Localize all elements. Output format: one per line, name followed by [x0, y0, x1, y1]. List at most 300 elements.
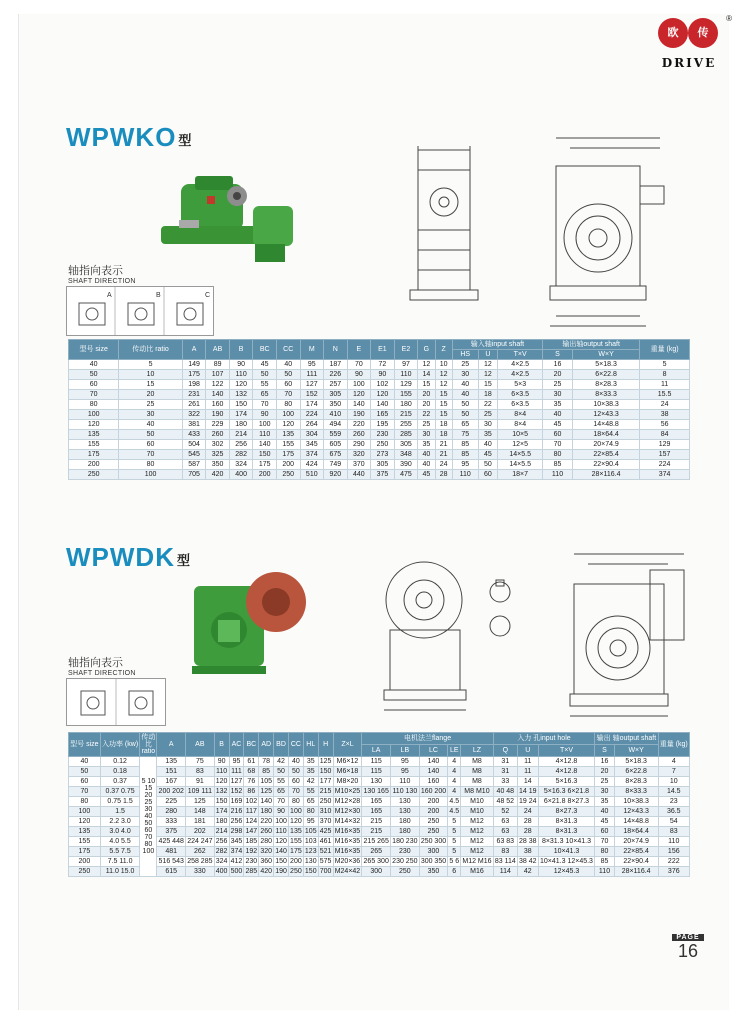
wpwdk-table-row: [69, 777, 690, 787]
wpwko-table-cell: 100: [69, 410, 119, 420]
wpwdk-subheader-cell: T×V: [538, 745, 595, 757]
wpwko-table-cell: 10×5: [498, 430, 543, 440]
wpwko-table-cell: 35: [418, 440, 435, 450]
wpwdk-table-cell: 185: [245, 838, 258, 845]
wpwko-table-cell: 374: [640, 470, 690, 480]
wpwko-table-cell: 40: [119, 420, 182, 430]
wpwdk-header-cell: AB: [186, 733, 215, 757]
wpwdk-table-cell: 230 250: [392, 858, 418, 865]
wpwko-direction-diagram: [66, 286, 214, 336]
wpwko-table-cell: 22: [478, 400, 498, 410]
wpwdk-table-cell: 375: [157, 827, 186, 837]
wpwko-table-cell: 322: [182, 410, 206, 420]
wpwko-table-cell: 155: [394, 390, 418, 400]
wpwko-table-row: [69, 370, 690, 380]
wpwdk-table-cell: 135: [69, 827, 101, 837]
wpwdk-table-cell: 320: [260, 848, 273, 855]
wpwdk-subheader-cell: U: [517, 745, 538, 757]
wpwko-table-cell: 375: [371, 470, 395, 480]
wpwdk-table-cell: 22×85.4: [614, 847, 658, 857]
wpwdk-table-cell: 222: [658, 857, 689, 867]
wpwdk-table-cell: 200 202: [158, 788, 184, 795]
wpwko-table-cell: 381: [182, 420, 206, 430]
wpwdk-table-cell: 150: [215, 798, 228, 805]
wpwdk-header-cell: 入功率 (kw): [100, 733, 140, 757]
wpwko-table-cell: 95: [300, 360, 324, 370]
wpwko-table-cell: 15: [435, 410, 452, 420]
wpwdk-table-cell: 156: [658, 847, 689, 857]
wpwdk-table-cell: 256: [230, 818, 243, 825]
wpwdk-table-cell: 50: [69, 767, 101, 777]
wpwko-table-cell: 28×116.4: [572, 470, 639, 480]
wpwko-table-cell: 60: [543, 430, 573, 440]
wpwdk-table-cell: 120: [290, 818, 302, 825]
wpwko-table-cell: 348: [394, 450, 418, 460]
wpwdk-table-cell: 169: [230, 798, 243, 805]
wpwko-table-cell: 200: [69, 460, 119, 470]
wpwko-table-row: [69, 450, 690, 460]
wpwko-table-cell: 440: [347, 470, 371, 480]
wpwdk-table-cell: 100: [290, 808, 302, 815]
wpwko-table-cell: 5: [640, 360, 690, 370]
wpwko-table-cell: 50: [478, 460, 498, 470]
wpwdk-table-cell: 5.5 7.5: [100, 847, 140, 857]
wpwko-title-text: WPWKO: [66, 122, 177, 152]
wpwko-table-cell: 215: [394, 410, 418, 420]
wpwko-table-cell: 10×38.3: [572, 400, 639, 410]
wpwdk-subheader-cell: Q: [493, 745, 517, 757]
wpwdk-table-cell: M16: [461, 867, 494, 877]
wpwdk-table-cell: 250: [290, 868, 302, 875]
wpwdk-table-cell: 40: [595, 807, 614, 817]
wpwdk-side-drawing: [370, 550, 480, 720]
wpwdk-table-cell: M16×35: [334, 828, 361, 835]
wpwko-table-cell: 30: [119, 410, 182, 420]
wpwdk-table-cell: 16: [595, 757, 614, 767]
wpwko-table-cell: 15: [478, 380, 498, 390]
wpwdk-table-cell: M16×35: [334, 848, 361, 855]
wpwdk-table-row: [69, 757, 690, 767]
wpwdk-table-cell: 177: [319, 778, 332, 785]
wpwdk-header-cell: 电机法兰flange: [362, 733, 493, 745]
wpwdk-table-cell: 151: [157, 767, 186, 777]
wpwdk-header-cell: B: [214, 733, 229, 757]
wpwdk-table-cell: 50: [288, 767, 303, 777]
wpwko-table-cell: 107: [206, 370, 230, 380]
wpwdk-table-cell: 35: [595, 797, 614, 807]
wpwdk-table-cell: 481: [157, 847, 186, 857]
wpwko-table-cell: 35: [478, 430, 498, 440]
wpwdk-title: [66, 542, 191, 573]
wpwko-table-cell: 25: [478, 410, 498, 420]
wpwko-table-cell: 24: [640, 400, 690, 410]
wpwdk-table-cell: 103: [304, 838, 317, 845]
wpwdk-table-cell: 200: [69, 857, 101, 867]
wpwdk-header-cell: H: [318, 733, 333, 757]
wpwdk-table-cell: 1.5: [100, 807, 140, 817]
wpwdk-table-cell: M24×42: [334, 868, 361, 875]
wpwko-table-cell: 132: [229, 390, 253, 400]
wpwdk-table-cell: 80: [69, 797, 101, 807]
wpwdk-table-cell: 127: [230, 778, 243, 785]
wpwdk-table-cell: 180: [260, 808, 273, 815]
wpwdk-table-cell: 250: [319, 798, 332, 805]
wpwdk-table-cell: 70: [274, 797, 289, 807]
wpwdk-table-cell: 11: [517, 757, 538, 767]
wpwdk-table-cell: M12×28: [334, 798, 361, 805]
wpwko-table-cell: 229: [206, 420, 230, 430]
wpwdk-table-cell: 374: [230, 848, 243, 855]
wpwko-table-cell: 40: [69, 360, 119, 370]
wpwko-table-cell: 12: [435, 380, 452, 390]
wpwko-table-cell: 200: [276, 460, 300, 470]
wpwdk-table-cell: 36.5: [658, 807, 689, 817]
wpwdk-table-cell: M8×20: [333, 777, 362, 787]
wpwdk-table-cell: 140: [275, 848, 287, 855]
wpwdk-table-cell: 155: [69, 837, 101, 847]
wpwko-table-cell: 390: [394, 460, 418, 470]
wpwko-table-cell: 89: [206, 360, 230, 370]
wpwdk-table-cell: 105: [304, 828, 317, 835]
wpwdk-table-cell: 55: [274, 777, 289, 787]
wpwko-header-cell: 输出轴output shaft: [543, 340, 640, 350]
wpwko-table-cell: 5: [119, 360, 182, 370]
wpwko-table-cell: 200: [253, 470, 277, 480]
wpwdk-table-cell: 180: [391, 817, 420, 827]
wpwdk-table-cell: 147: [245, 828, 258, 835]
wpwdk-table-cell: 2.2 3.0: [100, 817, 140, 827]
wpwdk-table-cell: 83 114: [494, 858, 516, 865]
wpwko-table-cell: 11: [640, 380, 690, 390]
wpwdk-table-cell: 4.5: [449, 808, 460, 815]
wpwdk-table-cell: 4: [448, 757, 461, 767]
wpwdk-table-cell: 152: [230, 788, 243, 795]
wpwdk-table-cell: 265: [362, 847, 391, 857]
wpwko-header-cell: N: [324, 340, 348, 360]
wpwko-table-cell: 14×5.5: [498, 460, 543, 470]
wpwdk-table-cell: M20×36: [334, 858, 361, 865]
wpwdk-table-cell: 333: [157, 817, 186, 827]
wpwko-table-cell: 5×18.3: [572, 360, 639, 370]
wpwko-table-cell: 180: [394, 400, 418, 410]
wpwko-table-cell: 155: [69, 440, 119, 450]
wpwko-table-cell: 705: [182, 470, 206, 480]
wpwko-table-cell: 305: [371, 460, 395, 470]
wpwdk-table-cell: 4: [448, 767, 461, 777]
wpwko-table-cell: 150: [229, 400, 253, 410]
wpwdk-table-cell: 91: [186, 777, 215, 787]
wpwdk-table-cell: 180: [215, 818, 228, 825]
wpwdk-table-cell: 4.5: [449, 798, 460, 805]
wpwdk-table-cell: 6: [448, 867, 461, 877]
wpwdk-table-cell: 6×22.8: [614, 767, 658, 777]
wpwdk-subheader-cell: S: [595, 745, 614, 757]
wpwdk-table-cell: 12×45.3: [538, 867, 595, 877]
wpwdk-table-cell: 54: [658, 817, 689, 827]
wpwko-table-cell: 100: [253, 420, 277, 430]
wpwdk-table-cell: 14×48.8: [614, 817, 658, 827]
wpwko-table-cell: 494: [324, 420, 348, 430]
wpwdk-subheader-cell: LE: [448, 745, 461, 757]
wpwdk-table-cell: 110: [216, 768, 228, 775]
wpwdk-table-cell: 224 247: [187, 838, 213, 845]
wpwdk-header-cell: BC: [244, 733, 259, 757]
wpwko-table-cell: 605: [324, 440, 348, 450]
wpwdk-table-cell: 516 543: [158, 858, 184, 865]
wpwdk-table-cell: 130: [391, 797, 420, 807]
wpwko-header-cell: A: [182, 340, 206, 360]
wpwko-table-cell: 22×90.4: [572, 460, 639, 470]
wpwko-table-cell: 16: [543, 360, 573, 370]
wpwko-table-cell: 8×28.3: [572, 380, 639, 390]
wpwdk-table-cell: 83: [493, 847, 517, 857]
wpwdk-table-row: [69, 867, 690, 877]
wpwdk-table-cell: 10×38.3: [614, 797, 658, 807]
wpwdk-shaft-detail: [480, 572, 540, 642]
wpwdk-table-cell: 250: [419, 827, 448, 837]
wpwko-table-cell: 120: [69, 420, 119, 430]
wpwdk-table-cell: 75: [186, 757, 215, 767]
wpwko-table-cell: 140: [253, 440, 277, 450]
wpwdk-table-cell: 190: [275, 868, 287, 875]
wpwdk-table-cell: 165: [362, 797, 391, 807]
wpwko-table-cell: 231: [182, 390, 206, 400]
wpwko-table-cell: 420: [206, 470, 230, 480]
wpwko-table-cell: 140: [347, 400, 371, 410]
wpwdk-table-cell: 370: [319, 818, 332, 825]
wpwdk-table-cell: 285: [245, 868, 258, 875]
wpwko-table-cell: 140: [371, 400, 395, 410]
wpwko-table-cell: 510: [300, 470, 324, 480]
wpwdk-table-cell: 8×27.3: [538, 807, 595, 817]
wpwko-table-cell: 140: [206, 390, 230, 400]
wpwdk-table-row: [69, 797, 690, 807]
wpwko-table-cell: 12: [478, 370, 498, 380]
wpwdk-table-cell: 110: [658, 837, 689, 847]
wpwdk-table-cell: 8×31.3 10×41.3: [538, 837, 595, 847]
wpwdk-table-cell: 282: [215, 848, 228, 855]
wpwdk-table-cell: 18×64.4: [614, 827, 658, 837]
wpwko-table-cell: 45: [543, 420, 573, 430]
wpwdk-table-cell: 174: [215, 808, 228, 815]
wpwko-table-cell: 175: [69, 450, 119, 460]
wpwdk-table-cell: 110: [391, 777, 420, 787]
wpwdk-table-cell: 345: [230, 838, 243, 845]
wpwdk-table-cell: 35: [303, 767, 318, 777]
wpwko-table-cell: 50: [452, 410, 478, 420]
wpwko-table-cell: 100: [347, 380, 371, 390]
wpwdk-table-cell: 86: [244, 787, 259, 797]
wpwko-table-cell: 20×74.9: [572, 440, 639, 450]
wpwko-table-cell: 60: [119, 440, 182, 450]
wpwdk-table-cell: M8: [461, 757, 494, 767]
wpwdk-table-cell: 38: [517, 847, 538, 857]
wpwko-table-cell: 18: [478, 390, 498, 400]
wpwdk-table-row: [69, 817, 690, 827]
wpwdk-table-cell: 4×12.8: [538, 767, 595, 777]
wpwdk-table-cell: 250 300: [420, 838, 447, 845]
wpwdk-table-cell: 65: [303, 797, 318, 807]
wpwdk-table-cell: 420: [260, 868, 273, 875]
wpwko-table-cell: 85: [452, 450, 478, 460]
wpwko-table-cell: 180: [229, 420, 253, 430]
wpwdk-header-cell: BD: [274, 733, 289, 757]
wpwko-table-cell: 110: [543, 470, 573, 480]
wpwdk-table-cell: 615: [157, 867, 186, 877]
wpwdk-table-cell: 80: [288, 797, 303, 807]
wpwdk-table-cell: 262: [186, 847, 215, 857]
wpwko-table-cell: 40: [452, 390, 478, 400]
wpwdk-table-row: [69, 827, 690, 837]
wpwdk-table-cell: 6×21.8 8×27.3: [538, 797, 595, 807]
page-number: 16: [677, 941, 699, 961]
wpwko-table-cell: 35: [543, 400, 573, 410]
wpwko-table-cell: 10: [435, 360, 452, 370]
wpwdk-header-cell: 入力 孔input hole: [493, 733, 595, 745]
wpwko-table-cell: 40: [418, 450, 435, 460]
wpwdk-table-cell: 200: [419, 807, 448, 817]
wpwko-table-cell: 350: [206, 460, 230, 470]
wpwdk-table-cell: 42: [274, 757, 289, 767]
wpwdk-table-cell: 4: [448, 787, 461, 797]
wpwdk-table-cell: 100: [69, 807, 101, 817]
wpwko-table-cell: 50: [452, 400, 478, 410]
wpwdk-table-cell: 124: [245, 818, 258, 825]
wpwdk-table-cell: 5: [448, 827, 461, 837]
wpwdk-table-cell: 105: [260, 778, 273, 785]
wpwko-table-cell: 10: [119, 370, 182, 380]
wpwko-table-cell: 45: [418, 470, 435, 480]
wpwdk-table-cell: 115: [362, 757, 391, 767]
wpwko-table-cell: 70: [119, 450, 182, 460]
wpwdk-table-cell: 215: [319, 788, 332, 795]
wpwko-table-cell: 8×4: [498, 420, 543, 430]
wpwko-table-cell: 90: [253, 410, 277, 420]
wpwdk-table-cell: 117: [245, 808, 257, 815]
wpwdk-table-cell: 130: [304, 858, 317, 865]
wpwdk-table-cell: 300: [419, 847, 448, 857]
wpwdk-table-cell: 5×16.3 6×21.8: [538, 787, 595, 797]
wpwko-header-cell: CC: [276, 340, 300, 360]
wpwdk-front-drawing: [560, 544, 700, 724]
wpwdk-table-cell: 181: [186, 817, 215, 827]
wpwdk-table-cell: 330: [186, 867, 215, 877]
wpwko-subheader-cell: U: [478, 350, 498, 360]
wpwko-table-cell: 30: [418, 430, 435, 440]
wpwdk-table-cell: 11: [517, 767, 538, 777]
wpwdk-header-cell: 传动比 ratio: [141, 734, 156, 755]
wpwdk-header-cell: 型号 size: [69, 733, 101, 757]
wpwdk-table-cell: 14: [517, 777, 538, 787]
wpwdk-table-cell: 5×16.3: [538, 777, 595, 787]
brand-gear-left: 欧: [658, 18, 688, 48]
wpwdk-table-cell: 31: [493, 767, 517, 777]
wpwko-table-cell: 80: [69, 400, 119, 410]
wpwko-table-cell: 6×3.5: [498, 390, 543, 400]
wpwdk-table-cell: 461: [319, 838, 332, 845]
wpwko-table-cell: 85: [452, 440, 478, 450]
wpwdk-table-cell: 3.0 4.0: [100, 827, 140, 837]
wpwko-table-cell: 261: [182, 400, 206, 410]
wpwko-subheader-cell: W×Y: [572, 350, 639, 360]
wpwdk-table-cell: 0.12: [100, 757, 140, 767]
wpwdk-table-cell: 42: [517, 867, 538, 877]
wpwdk-table-cell: 28: [517, 827, 538, 837]
wpwdk-table-cell: 575: [319, 858, 332, 865]
wpwko-table-cell: 256: [229, 440, 253, 450]
wpwko-table-cell: 410: [324, 410, 348, 420]
wpwko-dir-label-c: C: [205, 292, 211, 299]
wpwko-table-cell: 30: [478, 420, 498, 430]
wpwko-table-row: [69, 430, 690, 440]
wpwdk-table-cell: 35: [303, 757, 318, 767]
wpwdk-table-cell: M12: [461, 837, 494, 847]
wpwdk-table-cell: 250: [391, 867, 420, 877]
wpwdk-table-cell: 5: [448, 837, 461, 847]
wpwdk-table-cell: 60: [288, 777, 303, 787]
wpwdk-table-cell: 521: [319, 848, 332, 855]
wpwko-table-cell: 226: [324, 370, 348, 380]
wpwko-table-row: [69, 460, 690, 470]
wpwdk-table-cell: 5 6: [449, 858, 460, 865]
wpwdk-table-cell: 700: [319, 868, 332, 875]
wpwko-table-cell: 120: [276, 420, 300, 430]
wpwko-table-cell: 424: [300, 460, 324, 470]
wpwdk-table-cell: 165: [362, 807, 391, 817]
wpwdk-table-cell: 300 350: [420, 858, 447, 865]
wpwdk-table-cell: M6×12: [333, 757, 362, 767]
wpwko-table-cell: 40: [276, 360, 300, 370]
wpwdk-table-cell: M12 M16: [462, 858, 492, 865]
wpwko-table-cell: 95: [452, 460, 478, 470]
wpwko-table-cell: 304: [300, 430, 324, 440]
wpwdk-table-cell: 140: [419, 757, 448, 767]
wpwdk-table-cell: 95: [229, 757, 244, 767]
wpwdk-table-row: [69, 837, 690, 847]
wpwdk-table-cell: M8: [461, 777, 494, 787]
wpwdk-table-cell: 350: [419, 867, 448, 877]
wpwdk-table-cell: 28 38: [519, 838, 537, 845]
wpwko-table-cell: 8: [640, 370, 690, 380]
wpwko-table-cell: 25: [452, 360, 478, 370]
wpwdk-table-cell: 78: [259, 757, 274, 767]
wpwko-table-cell: 587: [182, 460, 206, 470]
wpwdk-table-cell: 70: [595, 837, 614, 847]
wpwko-table-cell: 129: [640, 440, 690, 450]
wpwko-table-cell: 325: [206, 450, 230, 460]
wpwdk-header-cell: CC: [288, 733, 303, 757]
wpwko-subheader-cell: HS: [452, 350, 478, 360]
wpwdk-table-cell: 192: [245, 848, 258, 855]
wpwko-table-cell: 174: [229, 410, 253, 420]
wpwko-table-cell: 80: [543, 450, 573, 460]
wpwdk-table-cell: 140: [419, 767, 448, 777]
wpwko-table-cell: 175: [253, 460, 277, 470]
wpwdk-table-cell: 63: [493, 827, 517, 837]
wpwko-table-cell: 21: [435, 450, 452, 460]
wpwko-table-cell: 90: [229, 360, 253, 370]
wpwko-table-cell: 70: [543, 440, 573, 450]
wpwko-table-cell: 80: [119, 460, 182, 470]
wpwdk-table-cell: 214: [215, 828, 228, 835]
wpwko-header-cell: M: [300, 340, 324, 360]
wpwko-table-cell: 190: [206, 410, 230, 420]
wpwdk-table-cell: M14×32: [334, 818, 361, 825]
wpwdk-table-cell: 19 24: [519, 798, 537, 805]
wpwko-table-cell: 70: [347, 360, 371, 370]
wpwdk-table-cell: 63 83: [493, 837, 517, 847]
wpwko-table-cell: 25: [119, 400, 182, 410]
